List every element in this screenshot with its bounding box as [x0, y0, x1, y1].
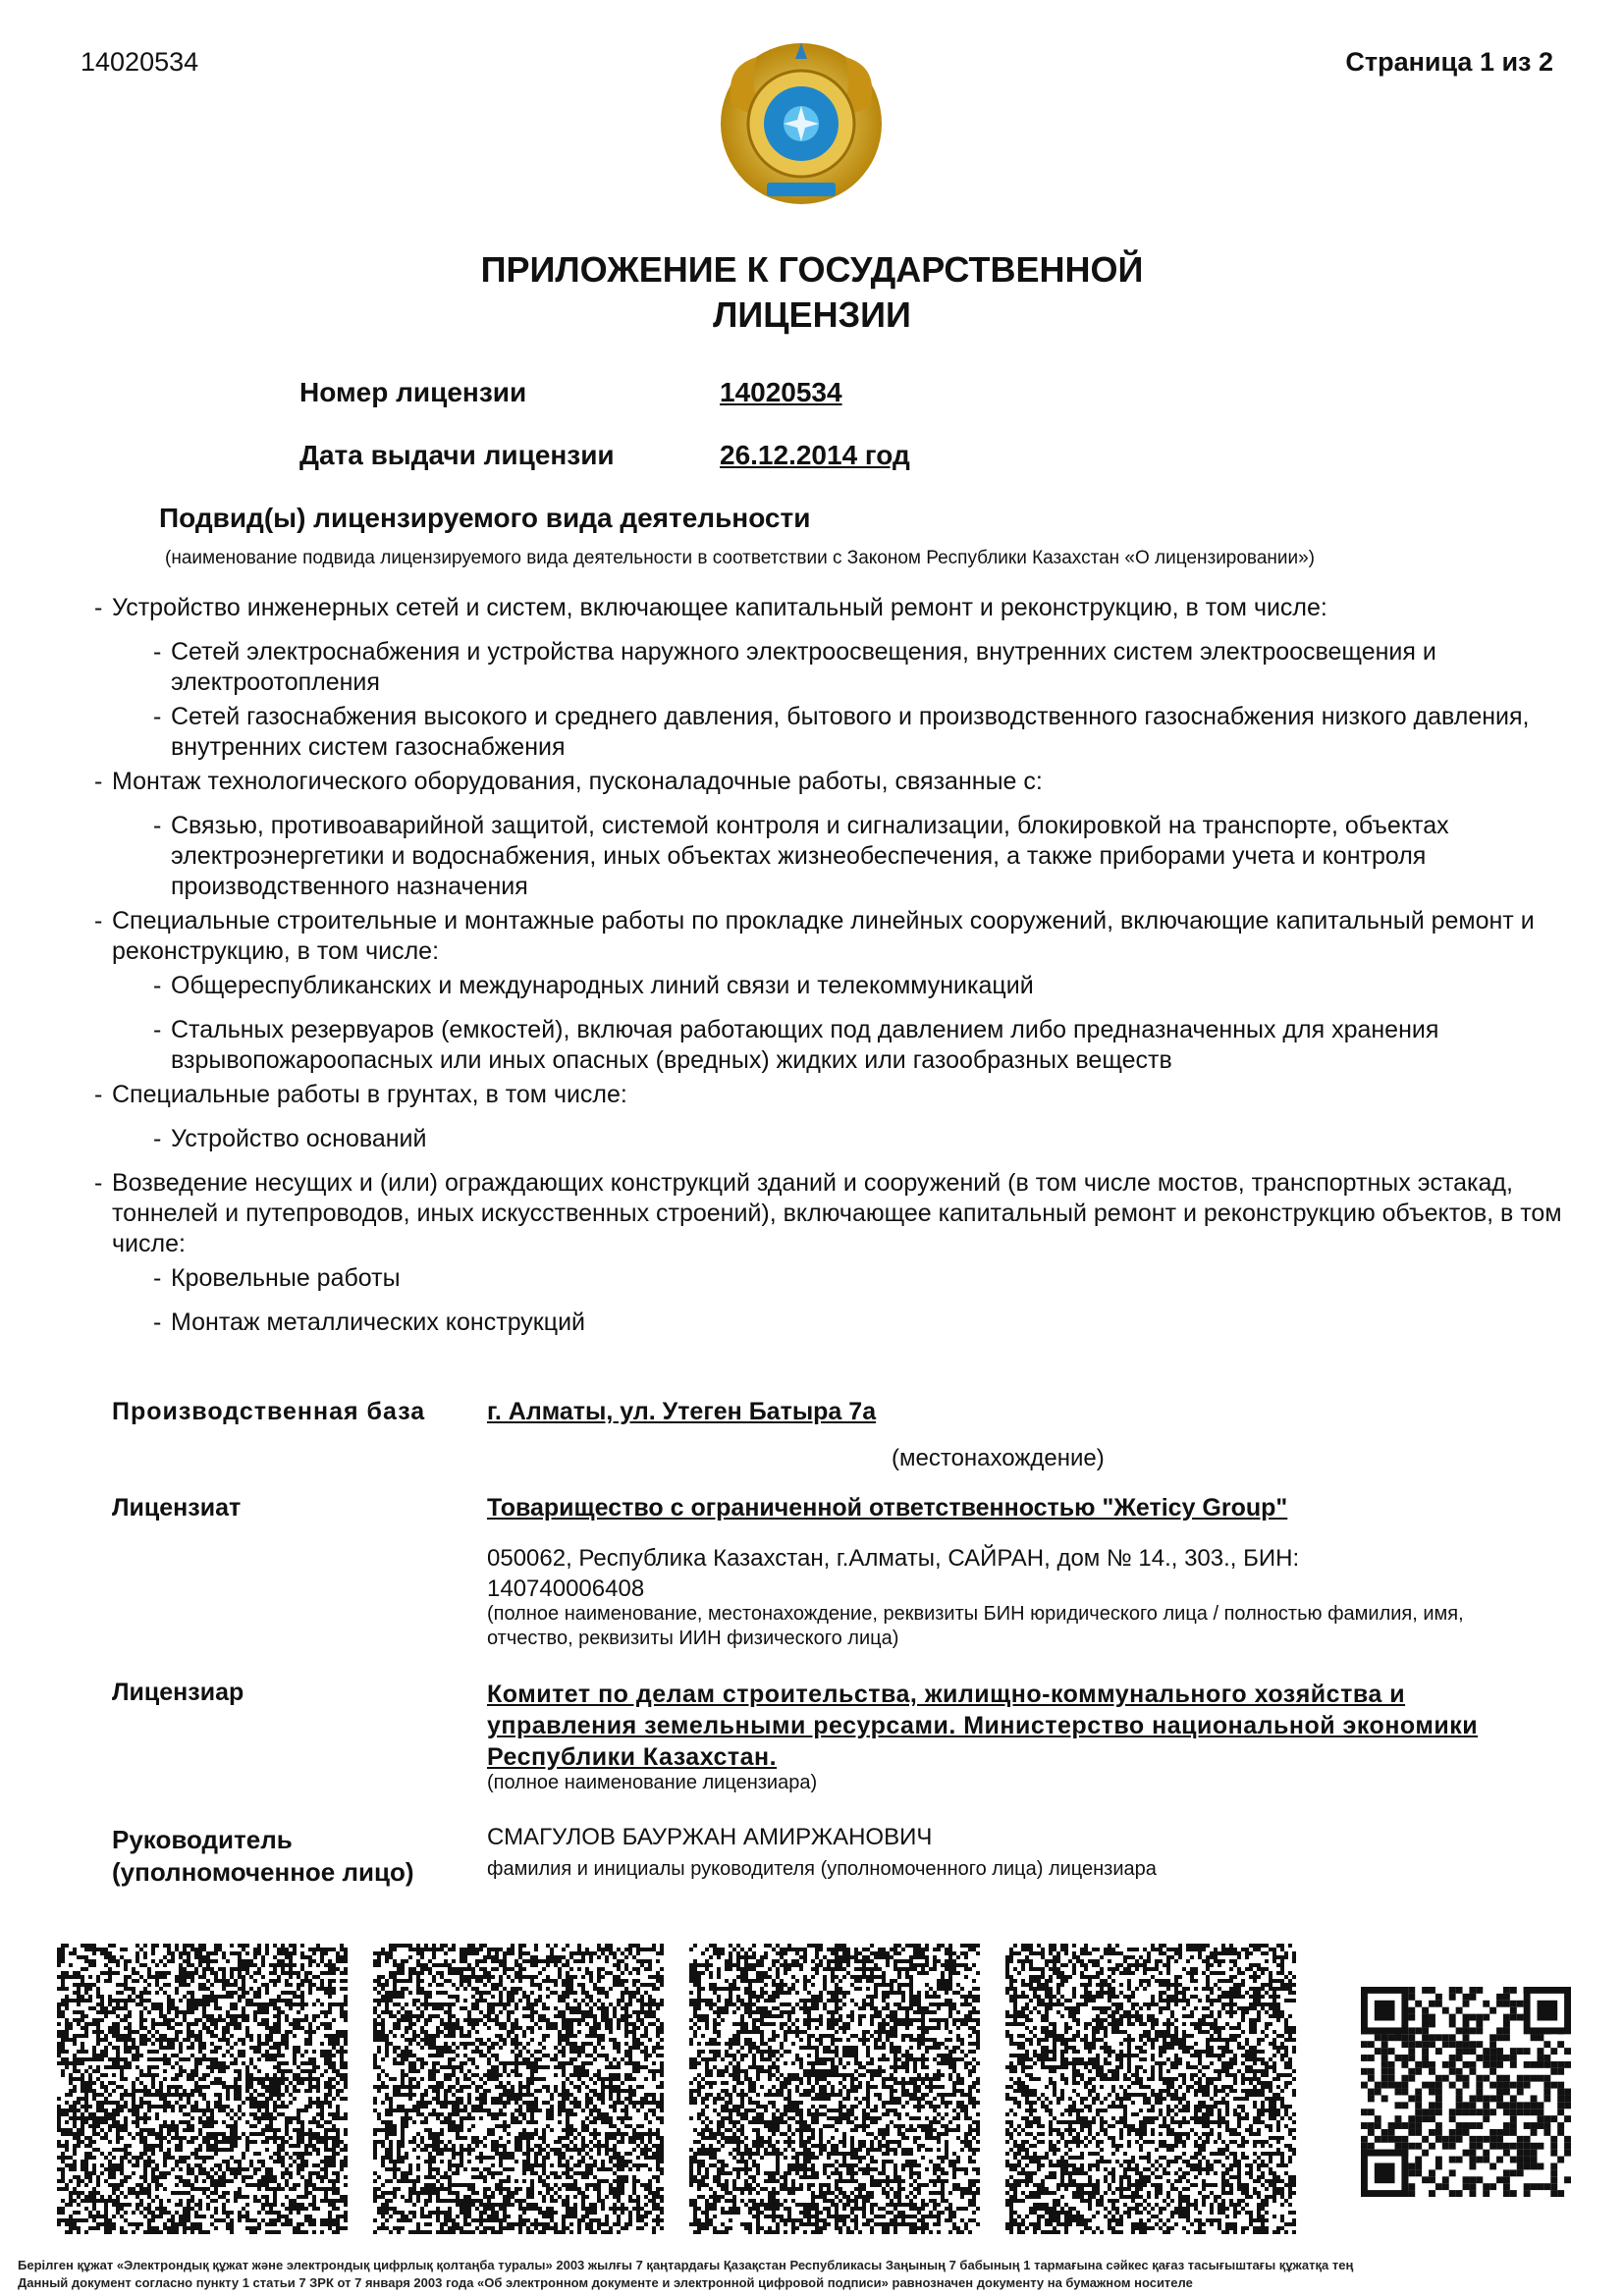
activities-list	[94, 593, 1567, 1352]
activity-subitem: - Сетей газоснабжения высокого и среднего давления, бытового и производственного газоснабжения низкого давления, внутренних систем газоснабжения	[153, 703, 1530, 761]
title-line-2: ЛИЦЕНЗИИ	[713, 294, 911, 335]
qr-code-4	[1005, 1944, 1296, 2234]
activity-item: - Возведение несущих и (или) ограждающих конструкций зданий и сооружений (в том числе мостов, транспортных эстакад, тоннелей и путепроводов, иных искусственных строений), включающее капитальный ремонт и реконструкцию объектов, в том числе:	[94, 1169, 1562, 1257]
license-number-label: Номер лицензии	[299, 377, 527, 407]
subkinds-note: (наименование подвида лицензируемого вида деятельности в соответствии с Законом Республики Казахстан «О лицензировании»)	[165, 548, 1315, 568]
qr-code-small	[1361, 1987, 1571, 2197]
activity-subitem: - Стальных резервуаров (емкостей), включая работающих под давлением либо предназначенных для хранения взрывопожароопасных или иных опасных (вредных) жидких или газообразных веществ	[153, 1016, 1439, 1074]
licensee-note: (полное наименование, местонахождение, реквизиты БИН юридического лица / полностью фамилия, имя, отчество, реквизиты ИИН физического лица)	[487, 1603, 1464, 1649]
licensor-label: Лицензиар	[112, 1679, 244, 1706]
licensee-address: 050062, Республика Казахстан, г.Алматы, САЙРАН, дом № 14., 303., БИН: 140740006408	[487, 1545, 1300, 1602]
production-base-value: г. Алматы, ул. Утеген Батыра 7а	[487, 1398, 877, 1425]
activity-item: - Монтаж технологического оборудования, пусконаладочные работы, связанные с:	[94, 768, 1043, 795]
state-emblem-icon	[713, 37, 890, 214]
licensor-name: Комитет по делам строительства, жилищно-коммунального хозяйства и управления земельными ресурсами. Министерство национальной экономики Республики Казахстан.	[487, 1681, 1479, 1771]
head-label: Руководитель (уполномоченное лицо)	[112, 1825, 414, 1887]
license-date-label: Дата выдачи лицензии	[299, 440, 615, 470]
activity-subitem: - Монтаж металлических конструкций	[153, 1308, 585, 1336]
license-number-value: 14020534	[720, 377, 842, 407]
document-title	[0, 247, 1624, 338]
activity-subitem: - Устройство оснований	[153, 1125, 427, 1152]
qr-code-1	[57, 1944, 348, 2234]
document-number: 14020534	[81, 47, 199, 77]
footer-line-ru: Данный документ согласно пункту 1 статьи 7 ЗРК от 7 января 2003 года «Об электронном документе и электронной цифровой подписи» равнозначен документу на бумажном носителе	[18, 2275, 1193, 2290]
activity-item: - Устройство инженерных сетей и систем, включающее капитальный ремонт и реконструкцию, в том числе:	[94, 594, 1327, 621]
licensor-note: (полное наименование лицензиара)	[487, 1772, 818, 1793]
license-date-value: 26.12.2014 год	[720, 440, 910, 470]
activity-subitem: - Общереспубликанских и международных линий связи и телекоммуникаций	[153, 972, 1034, 999]
activity-subitem: - Связью, противоаварийной защитой, системой контроля и сигнализации, блокировкой на транспорте, объектах электроэнергетики и водоснабжения, иных объектах жизнеобеспечения, а также приборами учета и контроля производственного назначения	[153, 812, 1449, 900]
activity-subitem: - Сетей электроснабжения и устройства наружного электроосвещения, внутренних систем электроосвещения и электроотопления	[153, 638, 1436, 696]
qr-code-3	[689, 1944, 980, 2234]
licensee-label: Лицензиат	[112, 1494, 242, 1522]
activity-subitem: - Кровельные работы	[153, 1264, 401, 1292]
activity-item: - Специальные работы в грунтах, в том числе:	[94, 1081, 627, 1108]
qr-code-2	[373, 1944, 664, 2234]
production-base-label: Производственная база	[112, 1398, 426, 1425]
licensee-name: Товарищество с ограниченной ответственностью "Жетісу Group"	[487, 1494, 1288, 1522]
page-indicator: Страница 1 из 2	[1345, 47, 1553, 77]
title-line-1: ПРИЛОЖЕНИЕ К ГОСУДАРСТВЕННОЙ	[480, 249, 1144, 290]
activity-item: - Специальные строительные и монтажные работы по прокладке линейных сооружений, включающие капитальный ремонт и реконструкцию, в том числе:	[94, 907, 1535, 965]
production-base-note: (местонахождение)	[892, 1445, 1105, 1471]
footer-line-kz: Берілген құжат «Электрондық құжат және электрондық цифрлық қолтаңба туралы» 2003 жылғы 7 қаңтардағы Қазақстан Республикасы Заңының 7 бабының 1 тармағына сәйкес қағаз тасығыштағы құжатқа тең	[18, 2258, 1354, 2272]
head-note: фамилия и инициалы руководителя (уполномоченного лица) лицензиара	[487, 1858, 1157, 1880]
head-name: СМАГУЛОВ БАУРЖАН АМИРЖАНОВИЧ	[487, 1824, 933, 1850]
subkinds-heading: Подвид(ы) лицензируемого вида деятельности	[159, 503, 811, 533]
